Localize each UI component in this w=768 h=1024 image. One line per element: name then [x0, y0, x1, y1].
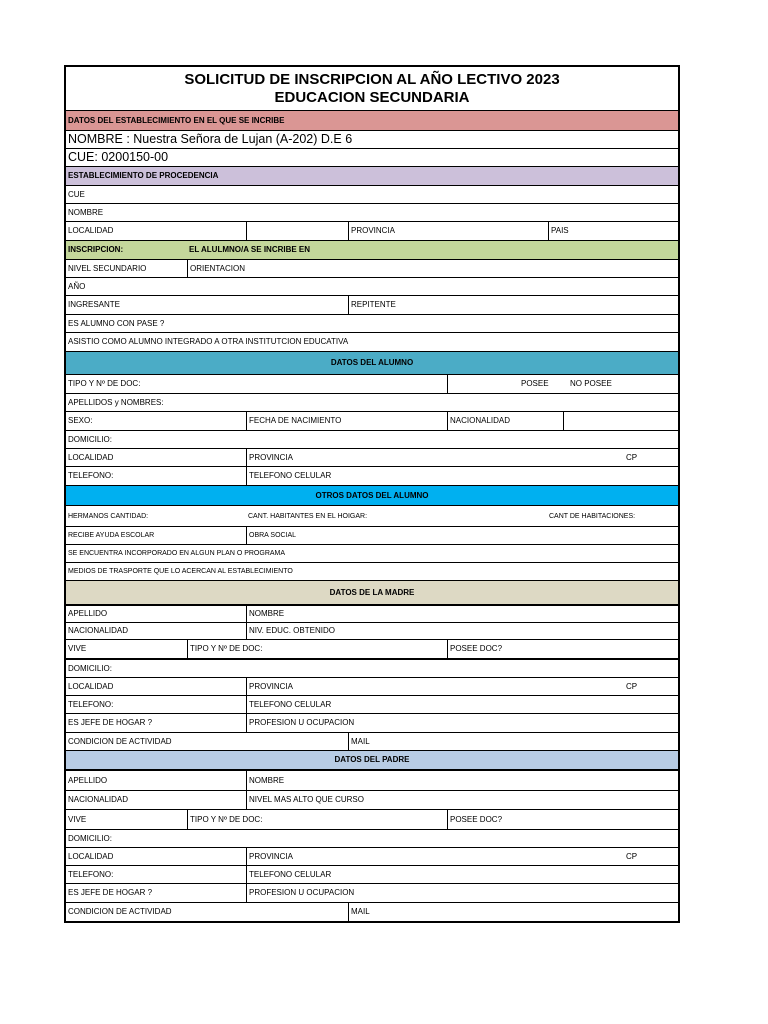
- madre-profesion-label: PROFESION U OCUPACION: [246, 714, 678, 732]
- alumno-nacionalidad-field[interactable]: [563, 412, 678, 430]
- padre-cp-label: CP: [626, 851, 638, 861]
- form-title: [66, 67, 678, 111]
- section-alumno-title: DATOS DEL ALUMNO: [330, 358, 414, 367]
- alumno-provincia-label: PROVINCIA: [246, 449, 678, 466]
- padre-localidad-row: [66, 848, 678, 866]
- nivel-secundario-label: NIVEL SECUNDARIO: [68, 263, 147, 273]
- alumno-telefono-label: TELEFONO:: [68, 471, 114, 480]
- section-madre-title: DATOS DE LA MADRE: [329, 587, 415, 597]
- otros-ayuda-label: RECIBE AYUDA ESCOLAR: [68, 532, 155, 539]
- otros-plan-label: SE ENCUENTRA INCORPORADO EN ALGUN PLAN O PROGRAMA: [68, 550, 286, 557]
- section-padre: [66, 751, 678, 771]
- madre-localidad-row: [66, 678, 678, 696]
- section-establecimiento-title: DATOS DEL ESTABLECIMIENTO EN EL QUE SE INCRIBE: [68, 115, 285, 125]
- otros-obra-social-label: OBRA SOCIAL: [246, 527, 678, 544]
- madre-apellido-row: [66, 606, 678, 623]
- padre-apellido-row: [66, 771, 678, 791]
- madre-nacionalidad-label: NACIONALIDAD: [68, 626, 129, 635]
- section-procedencia: [66, 167, 678, 186]
- procedencia-provincia-label: PROVINCIA: [348, 222, 548, 240]
- section-madre: [66, 581, 678, 606]
- school-name-row: [66, 131, 678, 149]
- section-padre-title: DATOS DEL PADRE: [334, 755, 410, 764]
- school-name: NOMBRE : Nuestra Señora de Lujan (A-202) D.E 6: [68, 132, 353, 147]
- padre-jefe-row: [66, 884, 678, 903]
- madre-domicilio-row[interactable]: [66, 660, 678, 678]
- repitente-label: REPITENTE: [348, 296, 678, 314]
- padre-apellido-label: APELLIDO: [68, 775, 108, 785]
- otros-ayuda-row: [66, 527, 678, 545]
- madre-celular-label: TELEFONO CELULAR: [246, 696, 678, 713]
- otros-plan-row[interactable]: [66, 545, 678, 563]
- madre-tipo-doc-label: TIPO Y Nº DE DOC:: [187, 640, 447, 658]
- madre-nivel-label: NIV. EDUC. OBTENIDO: [246, 623, 678, 639]
- madre-jefe-label: ES JEFE DE HOGAR ?: [68, 718, 153, 727]
- padre-tipo-doc-label: TIPO Y Nº DE DOC:: [187, 810, 447, 829]
- pase-label: ES ALUMNO CON PASE ?: [68, 318, 165, 328]
- madre-condicion-row: [66, 733, 678, 751]
- alumno-nombres-label: APELLIDOS y NOMBRES:: [68, 397, 164, 407]
- section-otros-title: OTROS DATOS DEL ALUMNO: [315, 490, 429, 500]
- school-cue-row: [66, 149, 678, 167]
- madre-vive-label: VIVE: [68, 644, 87, 653]
- anio-row[interactable]: [66, 278, 678, 296]
- alumno-fecha-nac-label: FECHA DE NACIMIENTO: [246, 412, 447, 430]
- section-inscripcion-subtitle: EL ALULMNO/A SE INCRIBE EN: [189, 245, 311, 254]
- padre-nacionalidad-label: NACIONALIDAD: [68, 795, 129, 804]
- padre-domicilio-row[interactable]: [66, 830, 678, 848]
- section-inscripcion: [66, 241, 678, 260]
- otros-hermanos-label: HERMANOS CANTIDAD:: [68, 512, 149, 520]
- alumno-localidad-row: [66, 449, 678, 467]
- madre-telefono-row: [66, 696, 678, 714]
- padre-domicilio-label: DOMICILIO:: [68, 833, 113, 843]
- padre-mail-label: MAIL: [348, 903, 678, 921]
- alumno-localidad-label: LOCALIDAD: [68, 452, 114, 462]
- section-otros: [66, 486, 678, 506]
- procedencia-localidad-label: LOCALIDAD: [68, 226, 114, 235]
- anio-label: AÑO: [68, 281, 86, 291]
- section-inscripcion-title: INSCRIPCION:: [68, 245, 124, 254]
- alumno-doc-posee-field[interactable]: [447, 375, 678, 393]
- madre-mail-label: MAIL: [348, 733, 678, 750]
- form-title-line1: SOLICITUD DE INSCRIPCION AL AÑO LECTIVO 2023: [184, 70, 560, 88]
- alumno-nacionalidad-label: NACIONALIDAD: [447, 412, 563, 430]
- madre-apellido-label: APELLIDO: [68, 609, 108, 618]
- padre-profesion-label: PROFESION U OCUPACION: [246, 884, 678, 902]
- madre-telefono-label: TELEFONO:: [68, 699, 114, 709]
- madre-cp-label: CP: [626, 681, 638, 691]
- nivel-row: [66, 260, 678, 278]
- alumno-doc-row: [66, 375, 678, 394]
- otros-hermanos-row: [66, 506, 678, 527]
- ingresante-row: [66, 296, 678, 315]
- alumno-domicilio-label: DOMICILIO:: [68, 434, 113, 444]
- padre-localidad-label: LOCALIDAD: [68, 851, 114, 861]
- alumno-sexo-row: [66, 412, 678, 431]
- padre-nombre-label: NOMBRE: [246, 771, 678, 790]
- padre-celular-label: TELEFONO CELULAR: [246, 866, 678, 883]
- padre-telefono-label: TELEFONO:: [68, 869, 114, 879]
- madre-jefe-row: [66, 714, 678, 733]
- madre-vive-row: [66, 640, 678, 660]
- alumno-celular-label: TELEFONO CELULAR: [246, 467, 678, 485]
- padre-telefono-row: [66, 866, 678, 884]
- padre-vive-label: VIVE: [68, 814, 87, 824]
- section-procedencia-title: ESTABLECIMIENTO DE PROCEDENCIA: [68, 171, 219, 180]
- otros-transporte-label: MEDIOS DE TRASPORTE QUE LO ACERCAN AL ESTABLECIMIENTO: [68, 568, 293, 575]
- ingresante-label: INGRESANTE: [68, 300, 121, 309]
- alumno-no-posee-label: NO POSEE: [570, 379, 612, 388]
- madre-nacionalidad-row: [66, 623, 678, 640]
- alumno-telefono-row: [66, 467, 678, 486]
- padre-condicion-row: [66, 903, 678, 921]
- madre-nombre-label: NOMBRE: [246, 606, 678, 622]
- otros-habitantes-label: CANT. HABITANTES EN EL HOIGAR:: [248, 512, 368, 520]
- procedencia-localidad-field[interactable]: [246, 222, 348, 240]
- procedencia-localidad-row: [66, 222, 678, 241]
- integrado-label: ASISTIO COMO ALUMNO INTEGRADO A OTRA INSTITUTCION EDUCATIVA: [68, 337, 349, 346]
- form-title-line2: EDUCACION SECUNDARIA: [274, 88, 470, 106]
- padre-nacionalidad-row: [66, 791, 678, 810]
- padre-vive-row: [66, 810, 678, 830]
- madre-provincia-label: PROVINCIA: [246, 678, 678, 695]
- madre-localidad-label: LOCALIDAD: [68, 681, 114, 691]
- inscription-form: [64, 65, 680, 923]
- alumno-tipo-doc-label: TIPO Y Nº DE DOC:: [68, 379, 141, 388]
- madre-domicilio-label: DOMICILIO:: [68, 663, 113, 673]
- alumno-domicilio-row[interactable]: [66, 431, 678, 449]
- padre-posee-doc-label: POSEE DOC?: [447, 810, 678, 829]
- otros-transporte-row[interactable]: [66, 563, 678, 581]
- padre-condicion-label: CONDICION DE ACTIVIDAD: [68, 907, 172, 916]
- alumno-cp-label: CP: [626, 452, 638, 462]
- alumno-nombres-row[interactable]: [66, 394, 678, 412]
- procedencia-cue-label: CUE: [68, 189, 85, 199]
- section-alumno: [66, 352, 678, 375]
- padre-provincia-label: PROVINCIA: [246, 848, 678, 865]
- otros-habitaciones-label: CANT DE HABITACIONES:: [549, 512, 636, 520]
- procedencia-cue-row[interactable]: [66, 186, 678, 204]
- padre-jefe-label: ES JEFE DE HOGAR ?: [68, 888, 153, 897]
- integrado-row[interactable]: [66, 333, 678, 352]
- orientacion-label: ORIENTACION: [187, 260, 678, 277]
- alumno-posee-label: POSEE: [521, 379, 549, 388]
- pase-row[interactable]: [66, 315, 678, 333]
- procedencia-pais-label: PAIS: [548, 222, 678, 240]
- alumno-sexo-label: SEXO:: [68, 416, 93, 425]
- section-establecimiento: [66, 111, 678, 131]
- madre-condicion-label: CONDICION DE ACTIVIDAD: [68, 736, 172, 746]
- school-cue: CUE: 0200150-00: [68, 150, 169, 165]
- madre-posee-doc-label: POSEE DOC?: [447, 640, 678, 658]
- procedencia-nombre-row[interactable]: [66, 204, 678, 222]
- padre-nivel-label: NIVEL MAS ALTO QUE CURSO: [246, 791, 678, 809]
- procedencia-nombre-label: NOMBRE: [68, 207, 104, 217]
